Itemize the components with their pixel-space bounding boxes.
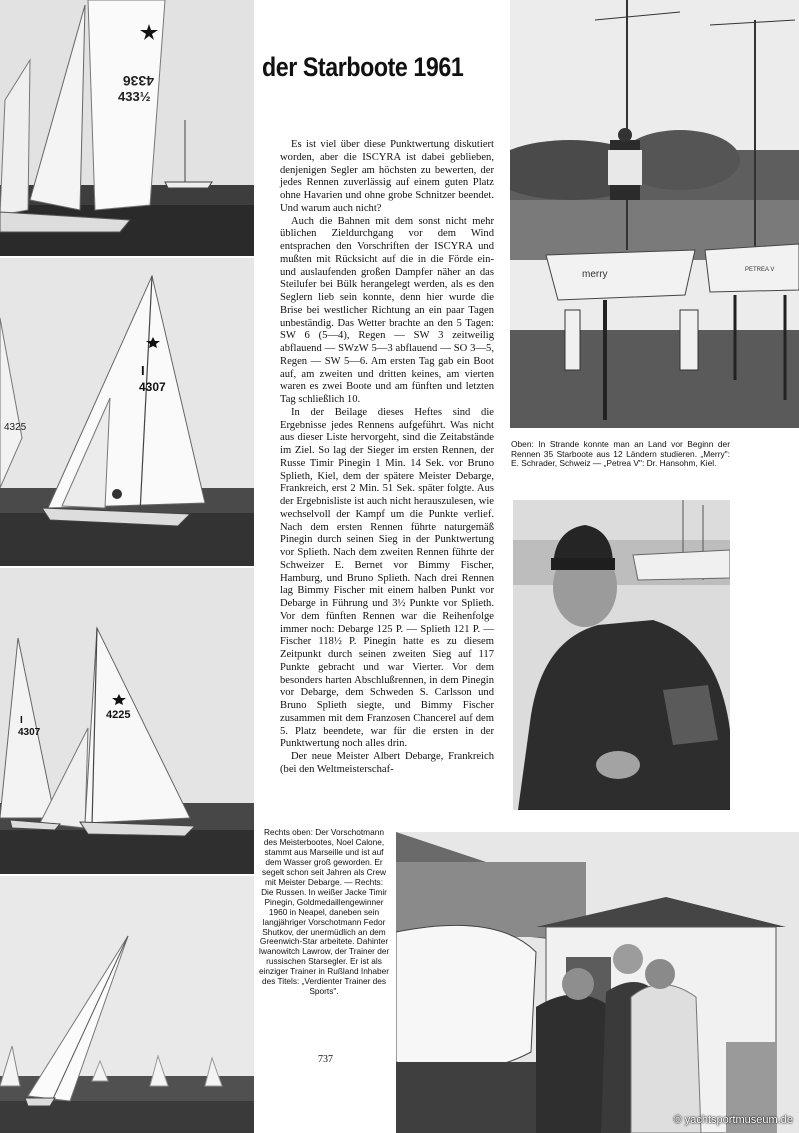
boat-name-merry: merry (582, 269, 608, 280)
page-number: 737 (318, 1054, 333, 1065)
body-paragraph-1: Es ist viel über diese Punktwertung diskutiert worden, aber die ISCYRA ist dabei geblieben, denjenigen Segler am höchsten zu bewerten, der jedes Rennen zuverlässig auf einem guten Platz ohne Havarien und ohne grobe Schnitzer beendet. Und warum auch nicht? (280, 139, 494, 214)
sail-number-4307: 4307 (139, 380, 166, 394)
photo-russian-team (396, 832, 799, 1133)
body-paragraph-3: In der Beilage dieses Heftes sind die Ergebnisse jedes Rennens aufgeführt. Was nicht aus dieser Liste hervorgeht, sind die Zeitabstände im Ziel. So lag der Sieger im ersten Rennen, der Russe Timir Pinegin 1 Min. 14 Sek. vor Bruno Splieth, Kiel, dem der spätere Meister Debarge, Frankreich, erst 2 Min. 51 Sek. später folgte. Aus der Ergebnisliste ist auch nicht herauszulesen, wie wechselvoll der Kampf um die Punkte verlief. Nach dem ersten Rennen führte naturgemäß Pinegin durch seinen Sieg in der Punktwertung vor Splieth. Nach dem zweiten Rennen führte der Schweizer E. Bernet vor Bimmy Fischer, Hamburg, und Bruno Splieth. Nach drei Rennen lag Bimmy Fischer mit einem halben Punkt vor Debarge in Führung und 3½ Punkte vor Splieth. Vor dem fünften Rennen war die Reihenfolge immer noch: Debarge 125 P. — Splieth 121 P. — Fischer 118½ P. Pinegin hatte es zu diesem Zeitpunkt durch seinen zweiten Sieg auf 117 Punkte gebracht und war Vierter. Vor dem besonders harten Abschlußrennen, in dem Pinegin vor Debarge, dem Schweden S. Carlsson und Bruno Splieth siegte, und Bimmy Fischer zusammen mit dem Franzosen Chancerel auf dem 5. Platz beendete, war für die ersten in der Punktwertung noch alles drin. (280, 406, 494, 750)
sail-number-433-half: 433½ (118, 89, 151, 104)
sail-number-4336: 4336 (122, 73, 154, 89)
svg-text:I: I (20, 715, 23, 726)
article-body (280, 139, 494, 777)
watermark: © yachtsportmuseum.de (673, 1114, 793, 1126)
boat-name-petrea: PETREA V (745, 267, 775, 273)
caption-photo-top-right: Oben: In Strande konnte man an Land vor Beginn der Rennen 35 Starboote aus 12 Ländern studieren. „Merry": E. Schrader, Schweiz — „Petrea V": Dr. Hansohm, Kiel. (511, 439, 730, 469)
sail-number-4307-b: 4307 (18, 727, 41, 738)
body-paragraph-4: Der neue Meister Albert Debarge, Frankreich (bei den Weltmeisterschaf- (280, 751, 494, 775)
photo-star-boat-4307 (0, 258, 254, 566)
photo-regatta-fleet-distance (0, 876, 254, 1133)
svg-text:I: I (141, 363, 145, 378)
photo-boats-on-land-strande (510, 0, 799, 428)
sail-number-4225: 4225 (106, 709, 131, 721)
sail-number-4325: 4325 (4, 422, 27, 433)
photo-star-boats-4307-4225 (0, 568, 254, 874)
photo-crew-noel-calone (513, 500, 730, 810)
body-paragraph-2: Auch die Bahnen mit dem sonst nicht mehr üblichen Zieldurchgang vor dem Wind entsprachen den Vorschriften der ISCYRA und mußten mit Rücksicht auf die in die Förde ein- und auslaufenden großen Dampfer näher an das Steilufer bei Bülk herangelegt werden, als es den Seglern lieb sein konnte, denn hier wurde die Brise bei westlicher Richtung an ein paar Tagen unbeständig. Das Wetter brachte an den 5 Tagen: SW 6 (5—4), Regen — SW 3 zeitweilig abflauend — SWzW 5—3 abflauend — SO 3—5, Regen — SW 5—6. Am ersten Tag gab ein Boot auf, am zweiten und dritten keines, am vierten waren es zwei Boote und am fünften und letzten Tag schließlich 10. (280, 215, 494, 405)
caption-photo-bottom-right: Rechts oben: Der Vorschotmann des Meisterbootes, Noel Calone, stammt aus Marseille und ist auf dem Wasser groß geworden. Er segelt schon seit Jahren als Crew mit Meister Debarge. — Rechts: Die Russen. In weißer Jacke Timir Pinegin, Goldmedaillengewinner 1960 in Neapel, daneben sein langjähriger Vorschotmann Fedor Shutkov, der unermüdlich an dem Greenwich-Star arbeitete. Dahinter Iwanowitch Lawrow, der Trainer der russischen Starsegler. Er ist als einziger Trainer in Rußland Inhaber des Titels: „Verdienter Trainer des Sports". (258, 827, 390, 997)
headline: der Starboote 1961 (262, 52, 464, 82)
photo-star-boats-racing-1 (0, 0, 254, 256)
